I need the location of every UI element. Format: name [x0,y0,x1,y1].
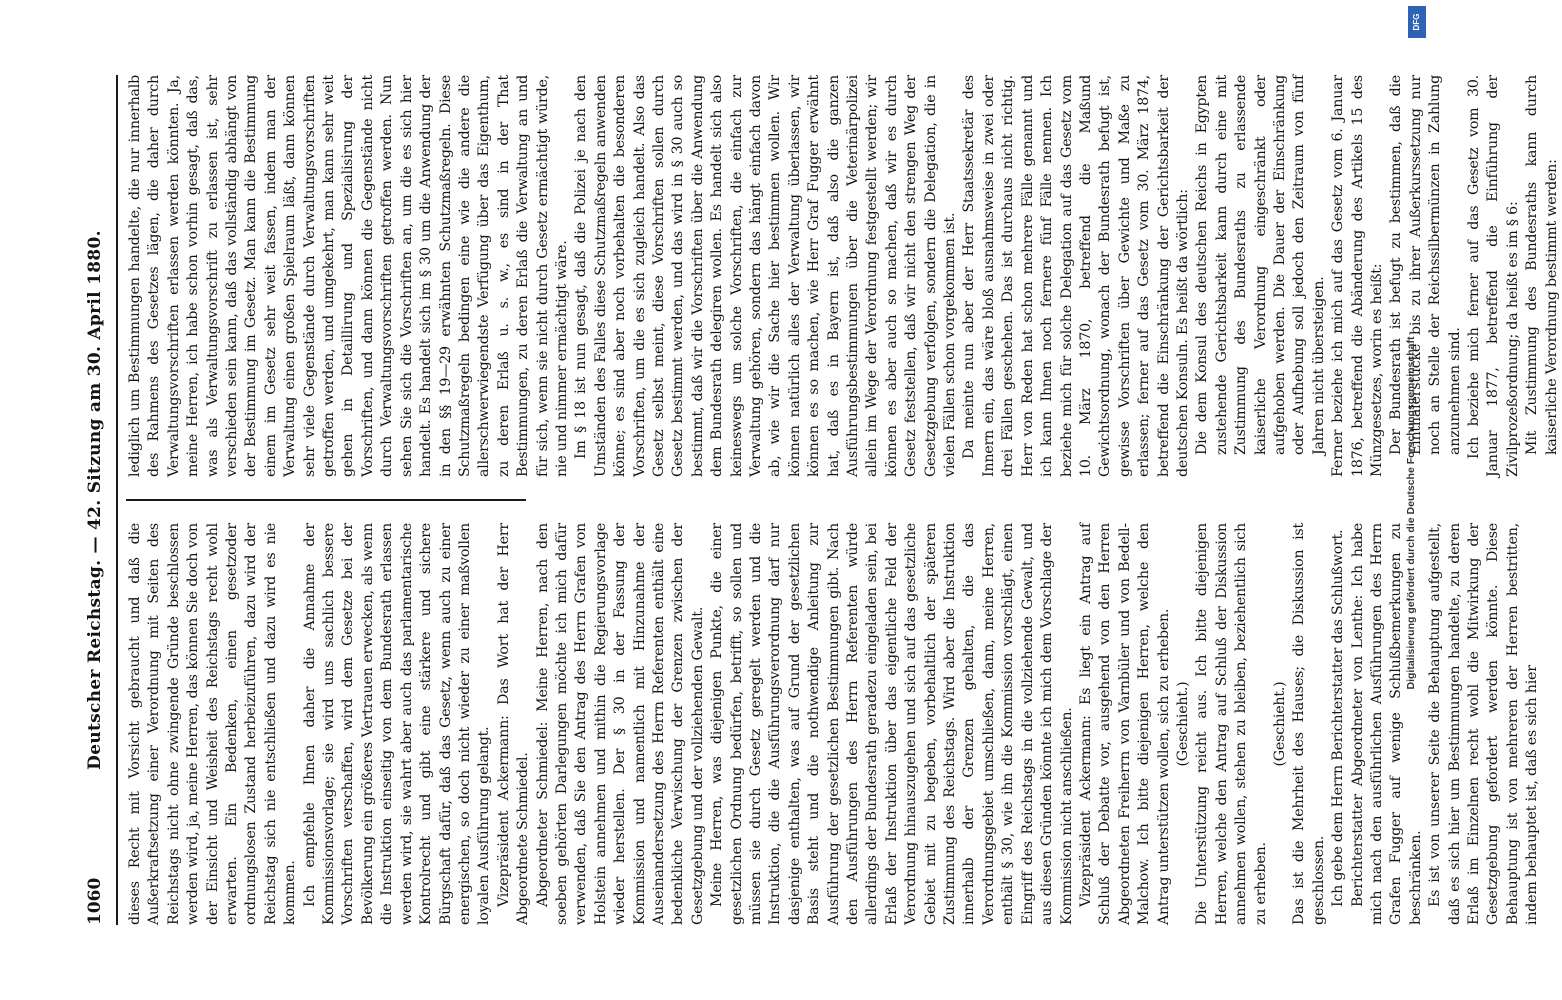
dfg-logo-text: DFG [1412,13,1421,31]
page-title: Deutscher Reichstag. — 42. Sitzung am 30. April 1880. [85,230,105,770]
paragraph: Vizepräsident Ackermann: Das Wort hat der Herr Abgeordnete Schmiedel. [495,523,532,925]
header-rule [116,75,118,925]
column-divider [126,499,526,501]
page-header [78,75,112,925]
paragraph: (Geschieht.) [1174,681,1191,767]
paragraph: Das ist die Mehrheit des Hauses; die Diskussion ist geschlossen. [1291,523,1327,925]
paragraph: Da meinte nun aber der Herr Staatssekretär des Innern ein, das wäre bloß ausnahmsweise in zwei oder drei Fällen geschehen. Das ist durchaus nicht richtig. Herr von Reden hat schon mehrere Fälle genannt und ich kann Ihnen noch fernere fünf Fälle nennen. Ich beziehe mich für solche Delegation auf das Gesetz vom 10. März 1870, betreffend die Maßund Gewichtsordnung, wonach der Bundesrath befugt ist, gewisse Vorschriften über Gewichte und Maße zu erlassen; ferner auf das Gesetz vom 30. März 1874, betreffend die Einschränkung der Gerichtsbarkeit der deutschen Konsuln. Es heißt da wörtlich: [961,75,1191,477]
dfg-logo [1408,6,1426,38]
paragraph: Ich empfehle Ihnen daher die Annahme der Kommissionsvorlage; sie wird uns sachlich bessere Vorschriften verschaffen, wird dem Gesetze bei der Bevölkerung ein größeres Vertrauen erwecken, als wenn die Instruktion einseitig von dem Bundesrath erlassen werden wird, sie wahrt aber auch das parlamentarische Kontrolrecht und gibt eine stärkere und sichere Bürgschaft dafür, daß das Gesetz, wenn auch zu einer energischen, so doch nicht wieder zu einer maßvollen loyalen Ausführung gelangt. [301,523,493,925]
paragraph: lediglich um Bestimmungen handelte, die nur innerhalb des Rahmens des Gesetzes lägen, die daher durch Verwaltungsvorschriften erlassen werden könnten. Ja, meine Herren, ich habe schon vorhin gesagt, daß das, was als Verwaltungsvorschrift zu erlassen ist, sehr verschieden sein kann, daß das vollständig abhängt von der Bestimmung im Gesetz. Man kann die Bestimmung einem im Gesetz sehr weit fassen, indem man der Verwaltung einen großen Spielraum läßt, dann können sehr viele Gegenstände durch Verwaltungsvorschriften getroffen werden, und umgekehrt, man kann sehr weit gehen in Detaillirung und Spezialisirung der Vorschriften, und dann können die Gegenstände nicht durch Verwaltungsvorschriften getroffen werden. Nun sehen Sie sich die Vorschriften an, um die es sich hier handelt. Es handelt sich im § 30 um die Anwendung der in den §§ 19—29 erwähnten Schutzmaßregeln. Diese Schutzmaßregeln bedingen eine wie die andere die allerschwerwiegendste Verfügung über das Eigenthum, zu deren Erlaß u. s. w., es sind in der That Bestimmungen, zu deren Erlaß die Verwaltung an und für sich, wenn sie nicht durch Gesetz ermächtigt würde, nie und nimmer ermächtigt wäre. [127,75,570,477]
paragraph: Ferner beziehe ich mich auf das Gesetz vom 6. Januar 1876, betreffend die Abänderung des Artikels 15 des Münzgesetzes, worin es heißt: [1330,75,1385,477]
paragraph: Mit Zustimmung des Bundesraths kann durch kaiserliche Verordnung bestimmt werden: [1524,75,1560,455]
paragraph: Im § 18 ist nun gesagt, daß die Polizei je nach den Umständen des Falles diese Schutzmaßregeln anwenden könne; es sind aber noch vorbehalten die besonderen Vorschriften, um die es sich zugleich handelt. Also das Gesetz selbst meint, diese Vorschriften sollen durch Gesetz bestimmt werden, und das wird in § 30 auch so bestimmt, daß wir die Vorschriften über die Anwendung dem Bundesrath delegiren wollen. Es handelt sich also keineswegs um solche Vorschriften, die einfach zur Verwaltung gehören, sondern das hängt einfach davon ab, wie wir die Sache hier bestimmen wollen. Wir können natürlich alles der Verwaltung überlassen, wir können es so machen, wie Herr Graf Fugger erwähnt hat, daß es in Bayern ist, daß also die ganzen Ausführungsbestimmungen über die Veterinärpolizei allein im Wege der Verordnung festgestellt werden; wir können es aber auch so machen, daß wir es durch Gesetz feststellen, daß wir nicht den strengen Weg der Gesetzgebung verfolgen, sondern die Delegation, die in vielen Fällen schon vorgekommen ist. [573,75,959,477]
paragraph: Der Bundesrath ist befugt zu bestimmen, daß die Einthalerstücke bis zu ihrer Außerkurssetzung nur noch an Stelle der Reichssilbermünzen in Zahlung anzunehmen sind. [1388,75,1463,455]
page-number: 1060 [85,877,105,925]
paragraph: Abgeordneter Schmiedel: Meine Herren, nach den soeben gehörten Darlegungen möchte ich mich dafür verwenden, daß Sie den Antrag des Herrn Grafen von Holstein annehmen und mithin die Regierungsvorlage wieder herstellen. Der § 30 in der Fassung der Kommission und namentlich mit Hinzunahme der Auseinandersetzung des Herrn Referenten enthält eine bedenkliche Verwischung der Grenzen zwischen der Gesetzgebung und der vollziehenden Gewalt. [534,523,706,925]
paragraph: (Geschieht.) [1271,681,1288,767]
paragraph: Die dem Konsul des deutschen Reichs in Egypten zustehende Gerichtsbarkeit kann durch eine mit Zustimmung des Bundesraths zu erlassende kaiserliche Verordnung eingeschränkt oder aufgehoben werden. Die Dauer der Einschränkung oder Aufhebung soll jedoch den Zeitraum von fünf Jahren nicht übersteigen. [1194,75,1327,455]
paragraph: Die Unterstützung reicht aus. Ich bitte diejenigen Herren, welche den Antrag auf Schluß der Diskussion annehmen wollen, stehen zu bleiben, beziehentlich sich zu erheben. [1194,523,1269,925]
paragraph: Es ist von unserer Seite die Behauptung aufgestellt, daß es sich hier um Bestimmungen handelte, zu deren Erlaß im Einzelnen recht wohl die Mitwirkung der Gesetzgebung gefordert werden könnte. Diese Behauptung ist von mehreren der Herren bestritten, indem behauptet ist, daß es sich hier [1427,523,1541,925]
digitization-sidebar [1404,336,1418,690]
paragraph: Ich beziehe mich ferner auf das Gesetz vom 30. Januar 1877, betreffend die Einführung der Zivilprozeßordnung; da heißt es im § 6: [1466,75,1521,477]
digitization-note: Digitalisierung gefördert durch die Deutsche Forschungsgemeinschaft [1405,336,1417,690]
paragraph: Vizepräsident Ackermann: Es liegt ein Antrag auf Schluß der Debatte vor, ausgehend von den Herren Abgeordneten Freiherrn von Varnbüler und von Bedell-Malchow. Ich bitte diejenigen Herren, welche den Antrag unterstützen wollen, sich zu erheben. [1077,523,1172,925]
paragraph: Meine Herren, was diejenigen Punkte, die einer gesetzlichen Ordnung bedürfen, betrifft, so sollen und müssen sie durch Gesetz geregelt werden und die Instruktion, die die Ausführungsverordnung darf nur dasjenige enthalten, was auf Grund der gesetzlichen Basis steht und die nothwendige Anleitung zur Ausführung der gesetzlichen Bestimmungen gibt. Nach den Ausführungen des Herrn Referenten würde allerdings der Bundesrath geradezu eingeladen sein, bei Erlaß der Instruktion über das eigentliche Feld der Verordnung hinauszugehen und sich auf das gesetzliche Gebiet mit zu begeben, vorbehaltlich der späteren Zustimmung des Reichstags. Wird aber die Instruktion innerhalb der Grenzen gehalten, die das Verordnungsgebiet umschließen, dann, meine Herren, enthält § 30, wie ihn die Kommission vorschlägt, einen Eingriff des Reichstags in die vollziehende Gewalt, und aus diesen Gründen könnte ich mich dem Vorschlage der Kommission nicht anschließen. [709,523,1075,925]
paragraph: Berichterstatter Abgeordneter von Lenthe: Ich habe mich nach den ausführlichen Ausführungen des Herrn Grafen Fugger auf wenige Schlußbemerkungen zu beschränken. [1349,523,1424,925]
right-column [126,75,1560,477]
paragraph: dieses Recht mit Vorsicht gebraucht und daß die Außerkraftsetzung einer Verordnung mit Seiten des Reichstags nicht ohne zwingende Gründe beschlossen werden wird, ja, meine Herren, das können Sie doch von der Einsicht und Weisheit des Reichstags recht wohl erwarten. Ein Bedenken, einen gesetzoder ordnungslosen Zustand herbeizuführen, dazu wird der Reichstag sich nie entschließen und dazu wird es nie kommen. [127,523,299,925]
left-column [126,523,1541,925]
paragraph: Ich gebe dem Herrn Berichterstatter das Schlußwort. [1330,529,1347,907]
